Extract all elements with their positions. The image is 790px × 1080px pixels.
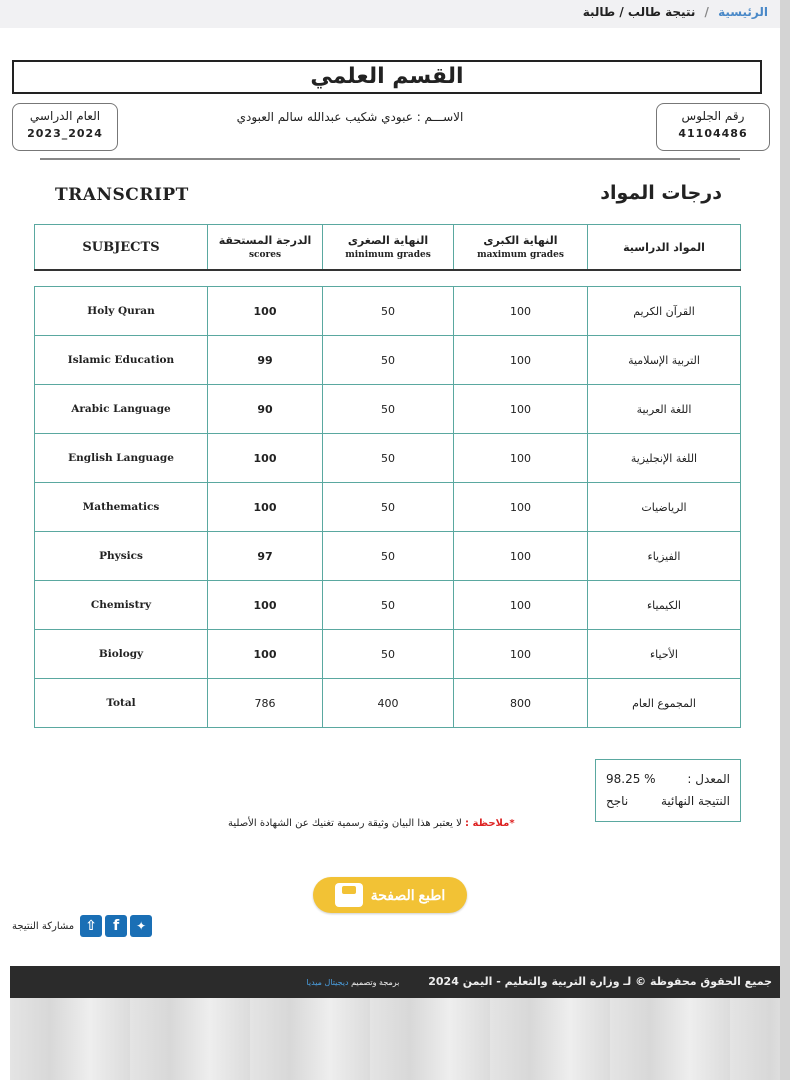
table-row	[35, 581, 741, 630]
subject-ar: القرآن الكريم	[588, 287, 741, 336]
footer-credit-prefix: برمجة وتصميم	[351, 978, 400, 987]
min-grade-cell: 50	[323, 532, 454, 581]
subject-ar: المجموع العام	[588, 679, 741, 728]
grades-title: درجات المواد	[600, 182, 722, 204]
score-cell: 100	[208, 483, 323, 532]
subject-ar: التربية الإسلامية	[588, 336, 741, 385]
min-grade-cell: 50	[323, 581, 454, 630]
facebook-icon[interactable]: f	[105, 915, 127, 937]
max-grade-cell: 100	[454, 630, 588, 679]
header-subjects-en: SUBJECTS	[35, 225, 208, 271]
subject-ar: الفيزياء	[588, 532, 741, 581]
score-cell: 97	[208, 532, 323, 581]
right-edge	[780, 0, 790, 1080]
score-cell: 100	[208, 434, 323, 483]
max-grade-cell: 100	[454, 434, 588, 483]
seat-number-box	[656, 103, 770, 151]
student-name: الاســـم : عبودي شكيب عبدالله سالم العبودي	[236, 110, 464, 124]
score-cell: 786	[208, 679, 323, 728]
score-cell: 100	[208, 581, 323, 630]
table-row	[35, 483, 741, 532]
score-cell: 99	[208, 336, 323, 385]
academic-year-box	[12, 103, 118, 151]
subject-ar: الأحياء	[588, 630, 741, 679]
max-grade-cell: 100	[454, 287, 588, 336]
note-label: *ملاحظة :	[465, 818, 515, 829]
min-grade-cell: 50	[323, 483, 454, 532]
max-grade-cell: 800	[454, 679, 588, 728]
footer	[10, 966, 780, 998]
breadcrumb-current: نتيجة طالب / طالبة	[582, 5, 696, 19]
min-grade-cell: 50	[323, 336, 454, 385]
header-max-ar: النهاية الكبرى	[483, 234, 558, 247]
subject-en: Holy Quran	[35, 287, 208, 336]
score-cell: 90	[208, 385, 323, 434]
header-min-ar: النهاية الصغرى	[347, 234, 429, 247]
header-scores	[208, 225, 323, 271]
subject-en: Arabic Language	[35, 385, 208, 434]
printer-icon	[335, 883, 363, 907]
max-grade-cell: 100	[454, 385, 588, 434]
header-subjects-ar: المواد الدراسية	[588, 225, 741, 271]
subject-en: Islamic Education	[35, 336, 208, 385]
grades-table	[34, 286, 741, 728]
min-grade-cell: 50	[323, 385, 454, 434]
seat-number-label: رقم الجلوس	[681, 109, 745, 123]
breadcrumb	[0, 0, 780, 28]
table-row	[35, 630, 741, 679]
footer-rights: جميع الحقوق محفوظة © لـ وزارة التربية والتعليم - اليمن 2024	[428, 975, 772, 988]
subject-en: Total	[35, 679, 208, 728]
seat-number-value: 41104486	[678, 127, 748, 140]
header-min	[323, 225, 454, 271]
transcript-title: TRANSCRIPT	[55, 185, 189, 205]
share-icon[interactable]: ⇧	[80, 915, 102, 937]
table-row	[35, 532, 741, 581]
max-grade-cell: 100	[454, 336, 588, 385]
divider	[40, 158, 740, 160]
print-button-label: اطبع الصفحة	[370, 886, 446, 903]
background-texture	[10, 998, 780, 1080]
average-label: المعدل :	[687, 772, 730, 786]
subject-en: Biology	[35, 630, 208, 679]
average-box	[595, 759, 741, 822]
min-grade-cell: 50	[323, 287, 454, 336]
subject-ar: اللغة الإنجليزية	[588, 434, 741, 483]
max-grade-cell: 100	[454, 581, 588, 630]
header-scores-ar: الدرجة المستحقة	[218, 234, 312, 247]
header-max	[454, 225, 588, 271]
subject-ar: الكيمياء	[588, 581, 741, 630]
footer-credit	[306, 978, 399, 987]
table-row	[35, 336, 741, 385]
table-row	[35, 385, 741, 434]
grades-table-header	[34, 224, 741, 271]
header-min-en: minimum grades	[345, 250, 431, 260]
header-scores-en: scores	[248, 250, 282, 260]
subject-en: Mathematics	[35, 483, 208, 532]
subject-ar: اللغة العربية	[588, 385, 741, 434]
min-grade-cell: 400	[323, 679, 454, 728]
final-result-label: النتيجة النهائية	[660, 794, 730, 808]
final-result-value: ناجح	[606, 794, 629, 808]
footer-credit-link[interactable]: ديجيتال ميديا	[306, 978, 349, 987]
academic-year-value: 2024_2023	[27, 127, 103, 140]
max-grade-cell: 100	[454, 532, 588, 581]
total-row	[35, 679, 741, 728]
disclaimer-note	[228, 818, 515, 829]
header-max-en: maximum grades	[477, 250, 564, 260]
table-row	[35, 434, 741, 483]
share-label: مشاركة النتيجة	[12, 920, 75, 932]
share-section	[12, 915, 152, 937]
score-cell: 100	[208, 287, 323, 336]
average-value: 98.25 %	[606, 772, 656, 786]
table-row	[35, 287, 741, 336]
twitter-icon[interactable]: ✦	[130, 915, 152, 937]
academic-year-label: العام الدراسي	[29, 109, 101, 123]
subject-en: Chemistry	[35, 581, 208, 630]
department-title: القسم العلمي	[12, 60, 762, 94]
breadcrumb-separator: /	[704, 5, 709, 19]
min-grade-cell: 50	[323, 434, 454, 483]
subject-en: Physics	[35, 532, 208, 581]
score-cell: 100	[208, 630, 323, 679]
breadcrumb-home-link[interactable]: الرئيسية	[718, 5, 768, 19]
min-grade-cell: 50	[323, 630, 454, 679]
note-text: لا يعتبر هذا البيان وثيقة رسمية تغنيك عن الشهادة الأصلية	[228, 818, 462, 829]
subject-en: English Language	[35, 434, 208, 483]
max-grade-cell: 100	[454, 483, 588, 532]
print-page-button[interactable]	[313, 877, 467, 913]
subject-ar: الرياضيات	[588, 483, 741, 532]
